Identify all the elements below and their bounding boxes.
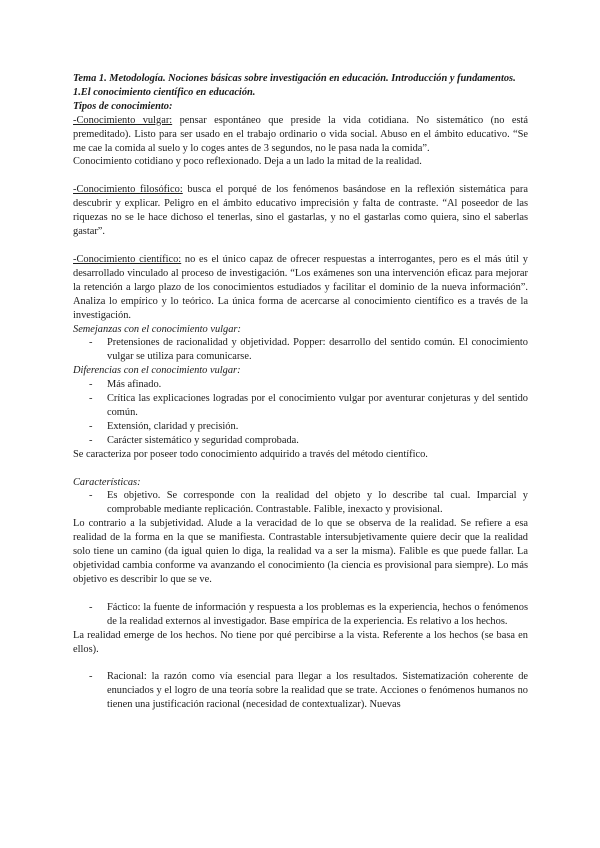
list-item: - Pretensiones de racionalidad y objetividad. Popper: desarrollo del sentido común. El conocimiento vulgar se utiliza para comunicarse. — [73, 336, 528, 364]
vulgar-note: Conocimiento cotidiano y poco reflexionado. Deja a un lado la mitad de la realidad. — [73, 156, 422, 168]
factico-note: La realidad emerge de los hechos. No tiene por qué percibirse a la vista. Referente a los hechos (se basa en ellos). — [73, 629, 528, 655]
caracteristicas-heading: Características: — [73, 476, 141, 488]
list-item: - Más afinado. — [73, 378, 528, 392]
filosofico-term: -Conocimiento filosófico: — [73, 184, 183, 196]
semejanzas-heading: Semejanzas con el conocimiento vulgar: — [73, 323, 241, 335]
document-page — [73, 72, 528, 712]
vulgar-paragraph — [73, 114, 528, 156]
caracteristicas-list-factico — [73, 601, 528, 629]
spacer — [73, 587, 528, 601]
document-title: Tema 1. Metodología. Nociones básicas sobre investigación en educación. Introducción y fundamentos. — [73, 73, 516, 84]
caracteristicas-list-objetivo — [73, 489, 528, 517]
cientifico-text: no es el único capaz de ofrecer respuestas a interrogantes, pero es el más útil y desarrollado vinculado al proceso de investigación. “Los exámenes son una intervención eficaz para mejorar la retención a largo plazo de los conocimientos estudiados y facilitar el dominio de la nueva información”. Analiza lo empírico y lo teórico. La única forma de acercarse al conocimiento científico es a través de la investigación. — [73, 253, 528, 321]
spacer — [73, 462, 528, 476]
list-item: - Carácter sistemático y seguridad comprobada. — [73, 434, 528, 448]
filosofico-paragraph — [73, 183, 528, 239]
list-item: - Extensión, claridad y precisión. — [73, 420, 528, 434]
list-item: - Es objetivo. Se corresponde con la realidad del objeto y lo describe tal cual. Imparcial y comprobable mediante replicación. Contrastable. Falible, inexacto y provisional. — [73, 489, 528, 517]
spacer — [73, 169, 528, 183]
diferencias-heading: Diferencias con el conocimiento vulgar: — [73, 365, 241, 377]
vulgar-text: pensar espontáneo que preside la vida cotidiana. No sistemático (no está premeditado). Listo para ser usado en el trabajo ordinario o vida social. Abuso en el ámbito educativo. “Se me cae la comida al suelo y lo coges antes de 3 segundos, no le pasa nada la comida”. — [73, 114, 528, 154]
diferencias-list — [73, 378, 528, 448]
cientifico-term: -Conocimiento científico: — [73, 253, 182, 265]
spacer — [73, 239, 528, 253]
semejanzas-list — [73, 336, 528, 364]
caracteristicas-list-racional — [73, 670, 528, 712]
objetivo-note: Lo contrario a la subjetividad. Alude a la veracidad de lo que se observa de la realidad. Se refiere a esa realidad de la forma en la que se manifiesta. Contrastable intersubjetivamente quiere decir que la realidad solo tiene un camino (da igual quien lo diga, la realidad va a ser la misma). Falible es que puede fallar. La objetividad cambia conforme va avanzando el conocimiento (la ciencia es provisional para siempre). Lo más objetivo es describir lo que se ve. — [73, 518, 528, 585]
filosofico-text: busca el porqué de los fenómenos basándose en la reflexión sistemática para descubrir y explicar. Peligro en el ámbito educativo imprecisión y falta de contraste. “Al poseedor de las riquezas no se le hace dichoso el tenerlas, sino el gastarlas, y no el gastarlas como quiera, sino el saberlas gastar”. — [73, 184, 529, 238]
section-heading: 1.El conocimiento científico en educación. — [73, 86, 256, 98]
list-item: - Fáctico: la fuente de información y respuesta a los problemas es la experiencia, hechos o fenómenos de la realidad externos al investigador. Base empírica de la experiencia. Es relativo a los hechos. — [73, 601, 528, 629]
vulgar-term: -Conocimiento vulgar: — [73, 114, 173, 126]
metodo-line: Se caracteriza por poseer todo conocimiento adquirido a través del método científico. — [73, 448, 428, 460]
spacer — [73, 656, 528, 670]
cientifico-paragraph — [73, 253, 528, 323]
list-item: - Racional: la razón como vía esencial para llegar a los resultados. Sistematización coherente de enunciados y el logro de una teoría sobre la realidad que se trate. Acciones o fenómenos humanos no tienen una justificación racional (necesidad de contextualizar). Nuevas — [73, 670, 528, 712]
list-item: - Crítica las explicaciones logradas por el conocimiento vulgar por aventurar conjeturas y del sentido común. — [73, 392, 528, 420]
types-heading: Tipos de conocimiento: — [73, 100, 173, 112]
